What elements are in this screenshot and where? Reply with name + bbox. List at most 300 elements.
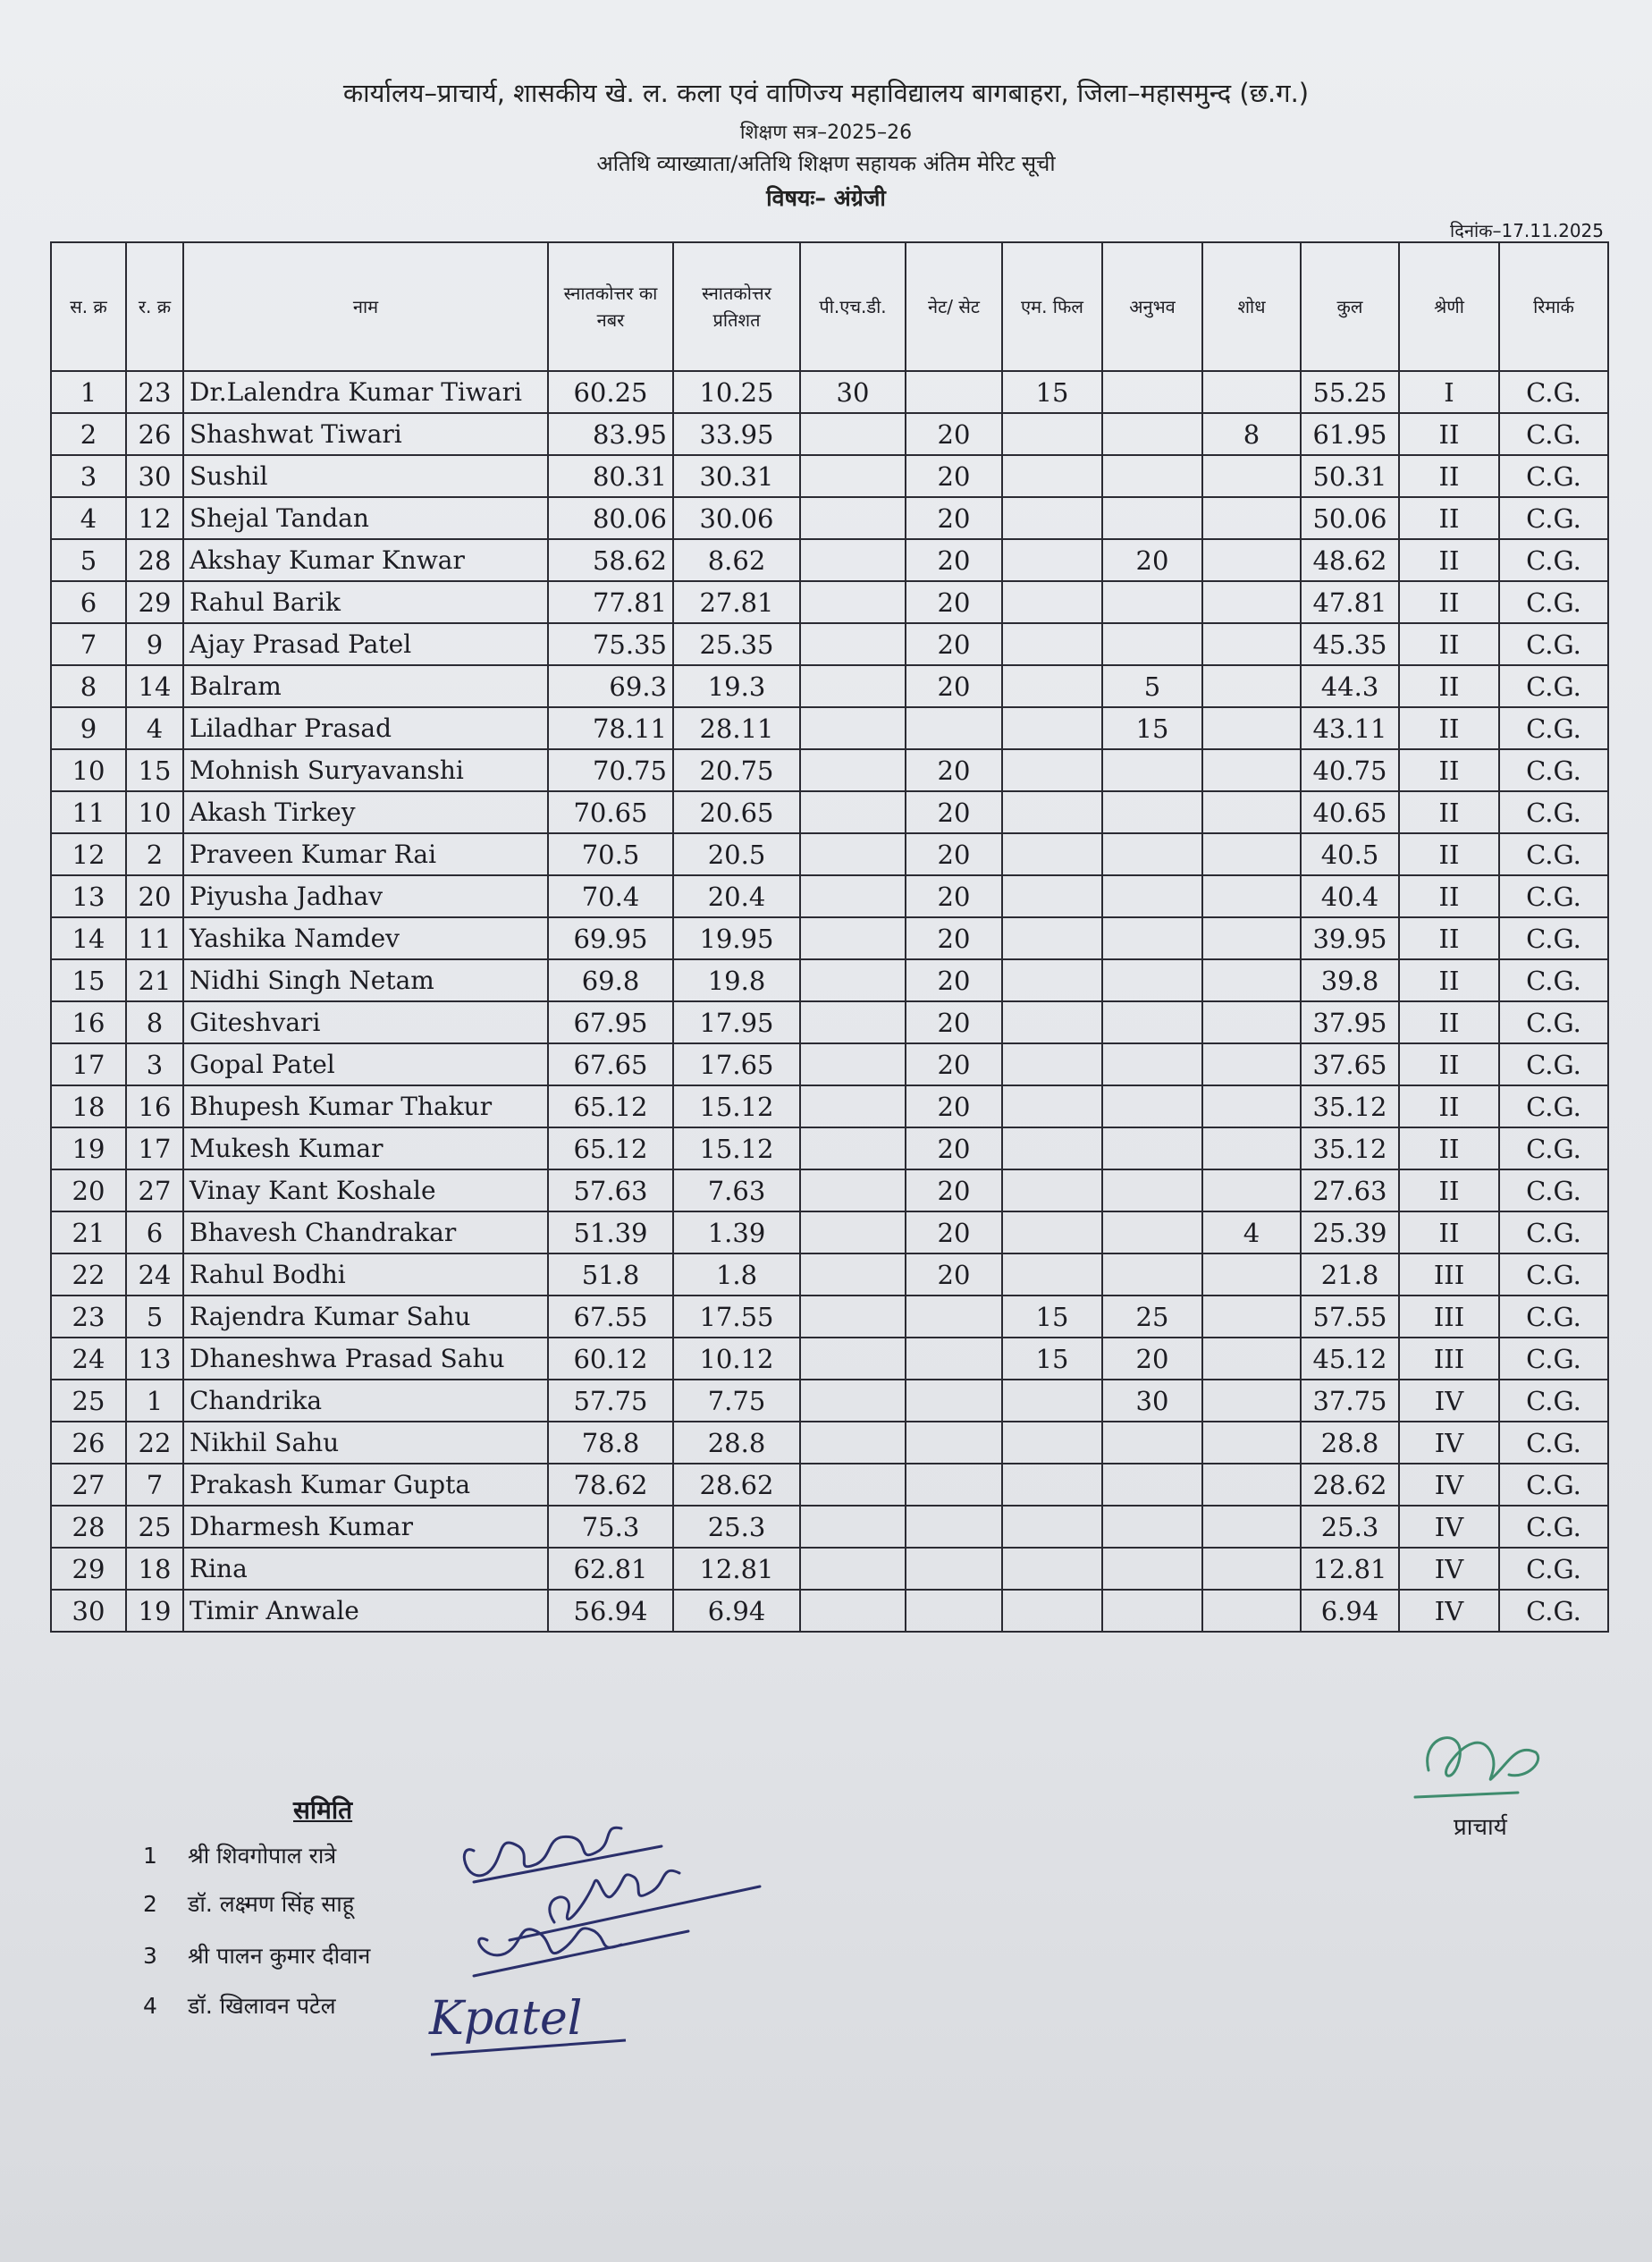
table-row: [51, 1085, 1608, 1127]
table-cell: 26: [51, 1422, 126, 1464]
table-cell: 20: [906, 1127, 1002, 1169]
column-header: स्नातकोत्तर का नबर: [548, 242, 673, 371]
table-cell: [1202, 1338, 1301, 1380]
member-name: डॉ. खिलावन पटेल: [188, 1993, 336, 2019]
table-cell: II: [1399, 833, 1499, 875]
table-cell: Yashika Namdev: [183, 917, 548, 959]
table-cell: [800, 1253, 906, 1296]
merit-table: [50, 241, 1609, 1633]
table-cell: 26: [126, 413, 183, 455]
table-cell: 56.94: [548, 1590, 673, 1632]
table-cell: C.G.: [1499, 1506, 1608, 1548]
table-cell: [1102, 1548, 1202, 1590]
table-cell: [800, 1127, 906, 1169]
table-cell: 10.12: [673, 1338, 800, 1380]
table-cell: 11: [126, 917, 183, 959]
table-cell: 27: [51, 1464, 126, 1506]
table-cell: [1002, 1422, 1102, 1464]
table-cell: [1102, 413, 1202, 455]
table-cell: 28.8: [673, 1422, 800, 1464]
table-cell: 4: [1202, 1211, 1301, 1253]
table-row: [51, 497, 1608, 539]
table-cell: C.G.: [1499, 959, 1608, 1001]
table-cell: 30: [1102, 1380, 1202, 1422]
table-row: [51, 1506, 1608, 1548]
table-cell: 67.65: [548, 1043, 673, 1085]
table-cell: 25.35: [673, 623, 800, 665]
table-cell: 20: [906, 959, 1002, 1001]
table-cell: 20: [906, 623, 1002, 665]
table-cell: 43.11: [1301, 707, 1399, 749]
table-cell: 20: [906, 1169, 1002, 1211]
table-cell: [1202, 665, 1301, 707]
table-cell: II: [1399, 1211, 1499, 1253]
column-header: एम. फिल: [1002, 242, 1102, 371]
table-cell: 20: [906, 1253, 1002, 1296]
table-cell: 25.39: [1301, 1211, 1399, 1253]
table-cell: [800, 539, 906, 581]
table-cell: IV: [1399, 1422, 1499, 1464]
table-cell: [1102, 1001, 1202, 1043]
table-cell: [1002, 623, 1102, 665]
table-cell: 20: [906, 539, 1002, 581]
table-cell: [1102, 497, 1202, 539]
table-cell: 20: [1102, 539, 1202, 581]
table-cell: 61.95: [1301, 413, 1399, 455]
table-cell: Vinay Kant Koshale: [183, 1169, 548, 1211]
table-cell: 18: [126, 1548, 183, 1590]
table-cell: [1002, 875, 1102, 917]
table-cell: C.G.: [1499, 1085, 1608, 1127]
table-cell: 80.06: [548, 497, 673, 539]
table-cell: 70.75: [548, 749, 673, 791]
table-cell: 10: [126, 791, 183, 833]
table-cell: II: [1399, 791, 1499, 833]
table-cell: 15: [1002, 1296, 1102, 1338]
table-cell: 20.65: [673, 791, 800, 833]
table-row: [51, 1380, 1608, 1422]
table-row: [51, 1169, 1608, 1211]
table-cell: [1202, 1043, 1301, 1085]
table-cell: 25.3: [673, 1506, 800, 1548]
table-cell: 5: [1102, 665, 1202, 707]
table-cell: 39.95: [1301, 917, 1399, 959]
table-cell: [1202, 959, 1301, 1001]
table-cell: [1002, 1590, 1102, 1632]
table-cell: 28: [51, 1506, 126, 1548]
table-cell: [1002, 833, 1102, 875]
table-row: [51, 413, 1608, 455]
table-cell: C.G.: [1499, 1380, 1608, 1422]
table-cell: 23: [126, 371, 183, 413]
table-cell: [1102, 749, 1202, 791]
committee-signatures: [420, 1797, 796, 2065]
table-cell: 77.81: [548, 581, 673, 623]
table-cell: 51.8: [548, 1253, 673, 1296]
table-cell: 17.65: [673, 1043, 800, 1085]
table-cell: 58.62: [548, 539, 673, 581]
table-cell: 8: [1202, 413, 1301, 455]
table-row: [51, 1422, 1608, 1464]
table-cell: [1002, 1169, 1102, 1211]
table-row: [51, 1253, 1608, 1296]
table-cell: 20: [906, 413, 1002, 455]
table-cell: [1102, 623, 1202, 665]
table-cell: [1202, 1169, 1301, 1211]
table-cell: 20: [906, 1043, 1002, 1085]
table-cell: [800, 1211, 906, 1253]
table-cell: 20: [906, 497, 1002, 539]
table-cell: C.G.: [1499, 413, 1608, 455]
table-cell: 78.11: [548, 707, 673, 749]
table-cell: C.G.: [1499, 1464, 1608, 1506]
table-cell: II: [1399, 707, 1499, 749]
table-cell: [1002, 1001, 1102, 1043]
table-cell: Giteshvari: [183, 1001, 548, 1043]
table-cell: 1: [126, 1380, 183, 1422]
table-cell: Sushil: [183, 455, 548, 497]
table-cell: 62.81: [548, 1548, 673, 1590]
table-cell: Mukesh Kumar: [183, 1127, 548, 1169]
table-cell: [800, 1296, 906, 1338]
table-cell: 9: [51, 707, 126, 749]
table-cell: [1202, 1506, 1301, 1548]
table-cell: 25: [126, 1506, 183, 1548]
table-row: [51, 1590, 1608, 1632]
member-number: 2: [143, 1891, 157, 1917]
table-cell: 48.62: [1301, 539, 1399, 581]
table-cell: III: [1399, 1253, 1499, 1296]
table-cell: 13: [51, 875, 126, 917]
table-cell: C.G.: [1499, 749, 1608, 791]
table-cell: 12: [126, 497, 183, 539]
table-cell: 19.3: [673, 665, 800, 707]
table-cell: Chandrika: [183, 1380, 548, 1422]
table-cell: C.G.: [1499, 1211, 1608, 1253]
table-cell: 27.81: [673, 581, 800, 623]
table-cell: 83.95: [548, 413, 673, 455]
table-cell: [906, 1296, 1002, 1338]
table-cell: [1202, 1590, 1301, 1632]
table-cell: [906, 1338, 1002, 1380]
signature-stroke: [510, 1886, 760, 1940]
table-cell: II: [1399, 581, 1499, 623]
table-cell: [1002, 707, 1102, 749]
table-cell: Shejal Tandan: [183, 497, 548, 539]
table-cell: 24: [51, 1338, 126, 1380]
table-cell: Shashwat Tiwari: [183, 413, 548, 455]
table-cell: 20: [906, 665, 1002, 707]
table-row: [51, 833, 1608, 875]
table-cell: 40.4: [1301, 875, 1399, 917]
table-cell: 2: [126, 833, 183, 875]
table-cell: [906, 1464, 1002, 1506]
column-header: शोध: [1202, 242, 1301, 371]
table-cell: 15.12: [673, 1085, 800, 1127]
table-cell: Gopal Patel: [183, 1043, 548, 1085]
table-cell: 10.25: [673, 371, 800, 413]
table-cell: [1002, 1380, 1102, 1422]
table-cell: 19.95: [673, 917, 800, 959]
table-cell: [800, 1422, 906, 1464]
table-cell: Dr.Lalendra Kumar Tiwari: [183, 371, 548, 413]
table-cell: [1202, 1296, 1301, 1338]
table-cell: C.G.: [1499, 833, 1608, 875]
table-cell: 28.11: [673, 707, 800, 749]
table-cell: C.G.: [1499, 1422, 1608, 1464]
table-cell: C.G.: [1499, 791, 1608, 833]
table-cell: [800, 623, 906, 665]
table-cell: 5: [51, 539, 126, 581]
table-cell: 65.12: [548, 1085, 673, 1127]
table-cell: [1002, 539, 1102, 581]
table-row: [51, 959, 1608, 1001]
table-cell: [1002, 791, 1102, 833]
table-cell: [800, 497, 906, 539]
member-number: 4: [143, 1993, 157, 2019]
session-line: शिक्षण सत्र–2025–26: [739, 122, 913, 144]
table-cell: 80.31: [548, 455, 673, 497]
table-cell: 40.5: [1301, 833, 1399, 875]
committee-member: [143, 1990, 336, 2021]
table-cell: 70.4: [548, 875, 673, 917]
table-cell: [1002, 917, 1102, 959]
table-cell: [1002, 1127, 1102, 1169]
table-cell: C.G.: [1499, 623, 1608, 665]
table-cell: [1002, 1548, 1102, 1590]
table-cell: 60.25: [548, 371, 673, 413]
table-cell: 40.75: [1301, 749, 1399, 791]
table-row: [51, 1127, 1608, 1169]
table-cell: C.G.: [1499, 1253, 1608, 1296]
table-cell: [800, 455, 906, 497]
table-cell: C.G.: [1499, 917, 1608, 959]
table-cell: 69.95: [548, 917, 673, 959]
table-cell: C.G.: [1499, 1338, 1608, 1380]
table-cell: [1102, 833, 1202, 875]
table-cell: [1002, 749, 1102, 791]
table-cell: 67.55: [548, 1296, 673, 1338]
table-cell: 15: [126, 749, 183, 791]
column-header: नेट/ सेट: [906, 242, 1002, 371]
table-cell: 7.63: [673, 1169, 800, 1211]
table-cell: [1002, 1043, 1102, 1085]
subject-line: विषयः– अंग्रेजी: [766, 185, 886, 211]
table-row: [51, 1548, 1608, 1590]
table-cell: 50.06: [1301, 497, 1399, 539]
table-cell: [800, 1380, 906, 1422]
table-cell: C.G.: [1499, 1169, 1608, 1211]
table-row: [51, 917, 1608, 959]
table-cell: II: [1399, 1169, 1499, 1211]
patel-signature: Kpatel: [429, 1992, 583, 2046]
table-cell: 75.35: [548, 623, 673, 665]
table-cell: [1102, 1590, 1202, 1632]
table-cell: Dharmesh Kumar: [183, 1506, 548, 1548]
table-cell: 7.75: [673, 1380, 800, 1422]
table-cell: 17: [51, 1043, 126, 1085]
table-cell: [906, 1422, 1002, 1464]
table-cell: 17: [126, 1127, 183, 1169]
table-cell: [1202, 875, 1301, 917]
table-cell: 20: [906, 875, 1002, 917]
table-cell: 30.06: [673, 497, 800, 539]
table-cell: C.G.: [1499, 1043, 1608, 1085]
table-cell: 23: [51, 1296, 126, 1338]
member-number: 1: [143, 1843, 157, 1869]
table-cell: [906, 1380, 1002, 1422]
table-cell: [800, 875, 906, 917]
table-cell: 20: [906, 1085, 1002, 1127]
table-cell: [1102, 1085, 1202, 1127]
table-cell: 20.75: [673, 749, 800, 791]
table-cell: Balram: [183, 665, 548, 707]
table-cell: 20: [906, 455, 1002, 497]
table-cell: C.G.: [1499, 665, 1608, 707]
table-cell: [1102, 875, 1202, 917]
table-cell: 20: [126, 875, 183, 917]
table-cell: [1002, 413, 1102, 455]
committee-member: [143, 1840, 336, 1870]
table-cell: [1202, 1253, 1301, 1296]
table-cell: [1202, 623, 1301, 665]
table-cell: 6: [51, 581, 126, 623]
table-cell: 44.3: [1301, 665, 1399, 707]
office-heading: कार्यालय–प्राचार्य, शासकीय खे. ल. कला एवं वाणिज्य महाविद्यालय बागबाहरा, जिला–महासमुन्द (छ.ग.): [342, 78, 1310, 108]
table-row: [51, 665, 1608, 707]
committee-member: [143, 1888, 354, 1919]
table-cell: IV: [1399, 1590, 1499, 1632]
table-row: [51, 1464, 1608, 1506]
table-cell: 75.3: [548, 1506, 673, 1548]
table-cell: 20: [906, 581, 1002, 623]
table-cell: 45.35: [1301, 623, 1399, 665]
table-cell: II: [1399, 665, 1499, 707]
table-cell: 4: [126, 707, 183, 749]
table-cell: C.G.: [1499, 1296, 1608, 1338]
table-cell: [1202, 791, 1301, 833]
column-header: कुल: [1301, 242, 1399, 371]
table-cell: 35.12: [1301, 1085, 1399, 1127]
table-cell: [800, 791, 906, 833]
table-cell: [800, 665, 906, 707]
table-cell: 37.95: [1301, 1001, 1399, 1043]
table-cell: 70.5: [548, 833, 673, 875]
table-cell: 1.39: [673, 1211, 800, 1253]
table-cell: 17.55: [673, 1296, 800, 1338]
table-cell: 9: [126, 623, 183, 665]
table-cell: 2: [51, 413, 126, 455]
table-cell: 15: [1002, 371, 1102, 413]
table-cell: [1102, 791, 1202, 833]
table-cell: [1202, 581, 1301, 623]
table-cell: Prakash Kumar Gupta: [183, 1464, 548, 1506]
table-cell: 15: [1102, 707, 1202, 749]
table-cell: [1202, 707, 1301, 749]
table-header-row: [51, 242, 1608, 371]
table-cell: 15: [1002, 1338, 1102, 1380]
principal-signature: [1411, 1717, 1554, 1806]
table-cell: 12: [51, 833, 126, 875]
table-cell: II: [1399, 539, 1499, 581]
table-cell: 20: [51, 1169, 126, 1211]
table-cell: 16: [51, 1001, 126, 1043]
table-cell: [800, 1548, 906, 1590]
table-cell: 70.65: [548, 791, 673, 833]
table-cell: 28.62: [1301, 1464, 1399, 1506]
column-header: पी.एच.डी.: [800, 242, 906, 371]
table-cell: Akshay Kumar Knwar: [183, 539, 548, 581]
table-cell: 25: [51, 1380, 126, 1422]
column-header: नाम: [183, 242, 548, 371]
table-cell: 20: [906, 833, 1002, 875]
table-cell: [800, 1085, 906, 1127]
table-cell: 67.95: [548, 1001, 673, 1043]
table-cell: C.G.: [1499, 497, 1608, 539]
table-cell: [800, 413, 906, 455]
table-row: [51, 1296, 1608, 1338]
table-cell: [800, 1001, 906, 1043]
table-cell: [1002, 1464, 1102, 1506]
table-cell: Timir Anwale: [183, 1590, 548, 1632]
table-cell: 4: [51, 497, 126, 539]
table-cell: 57.63: [548, 1169, 673, 1211]
table-cell: 39.8: [1301, 959, 1399, 1001]
table-cell: [1002, 455, 1102, 497]
table-cell: [1102, 455, 1202, 497]
table-cell: 8.62: [673, 539, 800, 581]
table-cell: [1002, 1253, 1102, 1296]
table-cell: 30.31: [673, 455, 800, 497]
table-cell: 21.8: [1301, 1253, 1399, 1296]
table-cell: 1: [51, 371, 126, 413]
table-cell: 19.8: [673, 959, 800, 1001]
table-cell: 28: [126, 539, 183, 581]
table-cell: 22: [51, 1253, 126, 1296]
table-cell: [1102, 1127, 1202, 1169]
table-cell: 20: [906, 749, 1002, 791]
table-cell: [1202, 1127, 1301, 1169]
table-cell: 27.63: [1301, 1169, 1399, 1211]
table-cell: 6: [126, 1211, 183, 1253]
table-row: [51, 1001, 1608, 1043]
table-cell: IV: [1399, 1506, 1499, 1548]
table-cell: Bhavesh Chandrakar: [183, 1211, 548, 1253]
table-cell: [1102, 917, 1202, 959]
table-cell: Rahul Bodhi: [183, 1253, 548, 1296]
table-cell: 19: [126, 1590, 183, 1632]
table-cell: 69.3: [548, 665, 673, 707]
table-cell: 20.4: [673, 875, 800, 917]
table-cell: IV: [1399, 1548, 1499, 1590]
table-cell: C.G.: [1499, 1548, 1608, 1590]
table-cell: 10: [51, 749, 126, 791]
table-cell: Praveen Kumar Rai: [183, 833, 548, 875]
table-row: [51, 371, 1608, 413]
table-cell: C.G.: [1499, 707, 1608, 749]
table-cell: 12.81: [1301, 1548, 1399, 1590]
table-cell: 60.12: [548, 1338, 673, 1380]
table-cell: [800, 707, 906, 749]
table-cell: [1102, 1464, 1202, 1506]
table-cell: [1202, 1380, 1301, 1422]
column-header: स. क्र: [51, 242, 126, 371]
table-cell: [1002, 1506, 1102, 1548]
table-cell: [1102, 371, 1202, 413]
table-cell: [1202, 833, 1301, 875]
table-cell: 78.8: [548, 1422, 673, 1464]
table-cell: [1102, 1506, 1202, 1548]
